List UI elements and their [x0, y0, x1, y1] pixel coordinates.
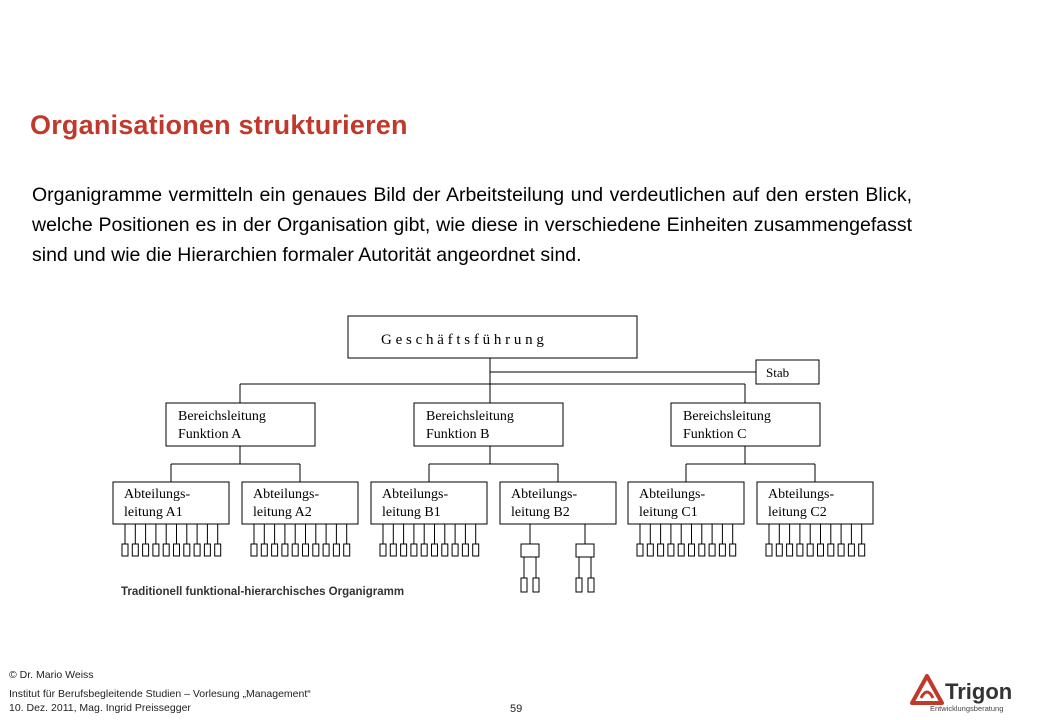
department-label-line1: Abteilungs- [511, 487, 578, 502]
division-label-line2: Funktion C [683, 427, 747, 442]
division-label-line2: Funktion A [178, 427, 242, 442]
staff-label: Stab [766, 365, 790, 380]
employee-box [153, 544, 159, 556]
employee-box [204, 544, 210, 556]
department-label-line2: leitung B2 [511, 505, 570, 520]
employee-box [132, 544, 138, 556]
employee-box [699, 544, 705, 556]
sub-unit-box [576, 578, 582, 592]
diagram-caption: Traditionell funktional-hierarchisches Organigramm [121, 586, 405, 598]
employee-box [776, 544, 782, 556]
employee-box [828, 544, 834, 556]
employee-box [282, 544, 288, 556]
employee-box [848, 544, 854, 556]
employee-box [668, 544, 674, 556]
employee-box [787, 544, 793, 556]
management-label: G e s c h ä f t s f ü h r u n g [381, 332, 544, 348]
sub-unit-box [521, 578, 527, 592]
department-label-line2: leitung C2 [768, 505, 827, 520]
logo-name: Trigon [945, 679, 1013, 704]
employee-box [344, 544, 350, 556]
footer-institute: Institut für Berufsbegleitende Studien – Vorlesung „Management“ [9, 688, 311, 700]
employee-box [390, 544, 396, 556]
employee-box [303, 544, 309, 556]
division-label-line1: Bereichsleitung [178, 409, 266, 424]
employee-box [473, 544, 479, 556]
department-label-line1: Abteilungs- [124, 487, 191, 502]
employee-box [292, 544, 298, 556]
sub-unit-box [588, 578, 594, 592]
employee-box [323, 544, 329, 556]
employee-box [313, 544, 319, 556]
employee-box [719, 544, 725, 556]
employee-box [452, 544, 458, 556]
department-label-line1: Abteilungs- [639, 487, 706, 502]
employee-box [766, 544, 772, 556]
employee-box [174, 544, 180, 556]
employee-box [647, 544, 653, 556]
employee-box [272, 544, 278, 556]
employee-box [689, 544, 695, 556]
department-label-line1: Abteilungs- [253, 487, 320, 502]
employee-box [143, 544, 149, 556]
footer-credit: © Dr. Mario Weiss [9, 669, 94, 681]
employee-box [637, 544, 643, 556]
employee-box [333, 544, 339, 556]
page-number: 59 [510, 703, 523, 715]
employee-box [859, 544, 865, 556]
division-label-line1: Bereichsleitung [426, 409, 514, 424]
employee-box [462, 544, 468, 556]
employee-box [709, 544, 715, 556]
department-label-line2: leitung C1 [639, 505, 698, 520]
department-label-line2: leitung B1 [382, 505, 441, 520]
employee-box [122, 544, 128, 556]
trigon-logo [905, 665, 1025, 715]
unit-box [521, 544, 539, 557]
employee-box [163, 544, 169, 556]
department-label-line1: Abteilungs- [768, 487, 835, 502]
employee-box [807, 544, 813, 556]
employee-box [730, 544, 736, 556]
division-label-line2: Funktion B [426, 427, 490, 442]
employee-box [380, 544, 386, 556]
department-label-line2: leitung A2 [253, 505, 312, 520]
unit-box [576, 544, 594, 557]
intro-paragraph: Organigramme vermitteln ein genaues Bild der Arbeitsteilung und verdeutlichen auf den ersten Blick, welche Positionen es in der Organisation gibt, wie diese in verschiedene Einheiten zusammengefasst sind und wie die Hierarchien formaler Autorität angeordnet sind. [32, 184, 912, 266]
employee-box [194, 544, 200, 556]
footer-date-author: 10. Dez. 2011, Mag. Ingrid Preissegger [9, 702, 191, 714]
employee-box [678, 544, 684, 556]
employee-box [421, 544, 427, 556]
slide-title: Organisationen strukturieren [30, 110, 408, 140]
sub-unit-box [533, 578, 539, 592]
employee-box [658, 544, 664, 556]
employee-box [251, 544, 257, 556]
employee-box [432, 544, 438, 556]
department-label-line1: Abteilungs- [382, 487, 449, 502]
employee-box [184, 544, 190, 556]
division-label-line1: Bereichsleitung [683, 409, 771, 424]
employee-box [818, 544, 824, 556]
employee-box [261, 544, 267, 556]
employee-box [411, 544, 417, 556]
department-label-line2: leitung A1 [124, 505, 183, 520]
employee-box [215, 544, 221, 556]
employee-box [401, 544, 407, 556]
employee-box [797, 544, 803, 556]
employee-box [442, 544, 448, 556]
logo-tagline: Entwicklungsberatung [930, 704, 1004, 713]
employee-box [838, 544, 844, 556]
